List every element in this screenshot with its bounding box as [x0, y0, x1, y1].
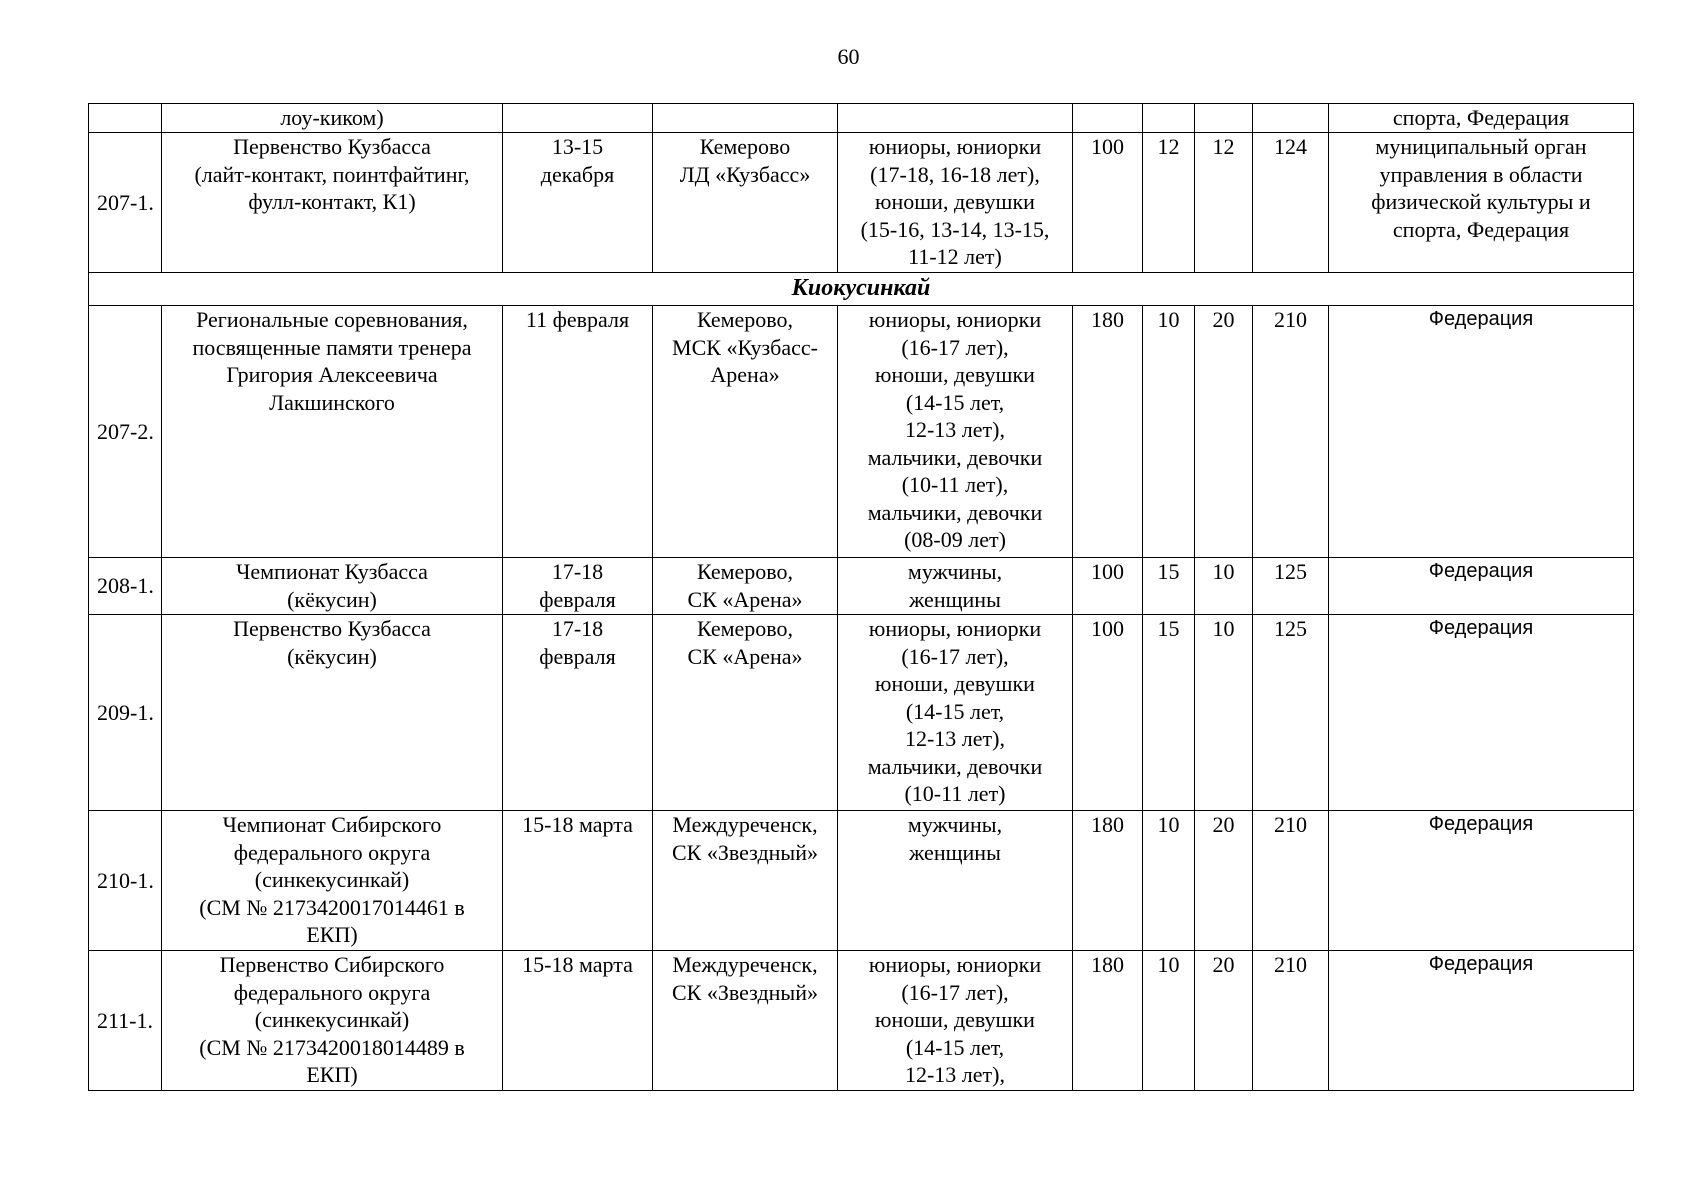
- event-dates-cell: 17-18 февраля: [503, 558, 653, 615]
- participants-cell: юниоры, юниорки (17-18, 16-18 лет), юноши, девушки (15-16, 13-14, 13-15, 11-12 лет): [838, 133, 1073, 273]
- event-place-cell: Междуреченск, СК «Звездный»: [653, 811, 838, 951]
- organizer-cell: Федерация: [1329, 306, 1634, 558]
- organizer-cell: муниципальный орган управления в области физической культуры и спорта, Федерация: [1329, 133, 1634, 273]
- event-dates-cell: 11 февраля: [503, 306, 653, 558]
- event-name-cell: Региональные соревнования, посвященные памяти тренера Григория Алексеевича Лакшинского: [162, 306, 503, 558]
- table-row: [89, 104, 1634, 133]
- count-cell-1: 100: [1073, 615, 1143, 811]
- row-number-cell: 207-1.: [89, 133, 162, 273]
- event-name-cell: Чемпионат Кузбасса (кёкусин): [162, 558, 503, 615]
- count-total-cell: 210: [1253, 811, 1329, 951]
- participants-cell: мужчины, женщины: [838, 811, 1073, 951]
- organizer-cell: Федерация: [1329, 951, 1634, 1091]
- organizer-cell: спорта, Федерация: [1329, 104, 1634, 133]
- section-title: Киокусинкай: [89, 273, 1634, 306]
- event-name-cell: Первенство Кузбасса (кёкусин): [162, 615, 503, 811]
- event-place-cell: [653, 104, 838, 133]
- section-header-row: [89, 273, 1634, 306]
- count-cell-2: 12: [1143, 133, 1195, 273]
- row-number-cell: 209-1.: [89, 615, 162, 811]
- table-row: [89, 951, 1634, 1091]
- count-cell-1: 180: [1073, 951, 1143, 1091]
- events-table-body: [89, 104, 1634, 1091]
- count-cell-3: 20: [1195, 306, 1253, 558]
- event-place-cell: Кемерово, СК «Арена»: [653, 558, 838, 615]
- count-cell-3: [1195, 104, 1253, 133]
- count-cell-3: 20: [1195, 951, 1253, 1091]
- count-total-cell: [1253, 104, 1329, 133]
- table-row: [89, 811, 1634, 951]
- organizer-cell: Федерация: [1329, 558, 1634, 615]
- count-total-cell: 124: [1253, 133, 1329, 273]
- event-dates-cell: 13-15 декабря: [503, 133, 653, 273]
- count-cell-3: 12: [1195, 133, 1253, 273]
- count-cell-2: 15: [1143, 615, 1195, 811]
- page-number: 60: [837, 44, 860, 69]
- count-cell-2: 10: [1143, 951, 1195, 1091]
- event-name-cell: Первенство Сибирского федерального округа (синкекусинкай) (СМ № 2173420018014489 в ЕКП): [162, 951, 503, 1091]
- table-row: [89, 615, 1634, 811]
- event-name-cell: Чемпионат Сибирского федерального округа (синкекусинкай) (СМ № 2173420017014461 в ЕКП): [162, 811, 503, 951]
- count-total-cell: 125: [1253, 615, 1329, 811]
- participants-cell: мужчины, женщины: [838, 558, 1073, 615]
- organizer-cell: Федерация: [1329, 811, 1634, 951]
- event-dates-cell: 17-18 февраля: [503, 615, 653, 811]
- table-row: [89, 306, 1634, 558]
- participants-cell: юниоры, юниорки (16-17 лет), юноши, девушки (14-15 лет, 12-13 лет),: [838, 951, 1073, 1091]
- participants-cell: [838, 104, 1073, 133]
- event-name-cell: лоу-киком): [162, 104, 503, 133]
- event-dates-cell: 15-18 марта: [503, 951, 653, 1091]
- count-cell-2: [1143, 104, 1195, 133]
- row-number-cell: 211-1.: [89, 951, 162, 1091]
- event-place-cell: Междуреченск, СК «Звездный»: [653, 951, 838, 1091]
- count-cell-1: 180: [1073, 811, 1143, 951]
- count-cell-3: 10: [1195, 558, 1253, 615]
- organizer-cell: Федерация: [1329, 615, 1634, 811]
- table-row: [89, 133, 1634, 273]
- count-cell-3: 20: [1195, 811, 1253, 951]
- count-cell-2: 15: [1143, 558, 1195, 615]
- count-cell-1: 100: [1073, 133, 1143, 273]
- row-number-cell: [89, 104, 162, 133]
- row-number-cell: 210-1.: [89, 811, 162, 951]
- event-dates-cell: 15-18 марта: [503, 811, 653, 951]
- event-dates-cell: [503, 104, 653, 133]
- events-table: [88, 103, 1634, 1091]
- event-name-cell: Первенство Кузбасса (лайт-контакт, поинтфайтинг, фулл-контакт, К1): [162, 133, 503, 273]
- event-place-cell: Кемерово, МСК «Кузбасс- Арена»: [653, 306, 838, 558]
- participants-cell: юниоры, юниорки (16-17 лет), юноши, девушки (14-15 лет, 12-13 лет), мальчики, девочки (10-11 лет): [838, 615, 1073, 811]
- row-number-cell: 208-1.: [89, 558, 162, 615]
- count-total-cell: 210: [1253, 306, 1329, 558]
- table-row: [89, 558, 1634, 615]
- row-number-cell: 207-2.: [89, 306, 162, 558]
- count-cell-3: 10: [1195, 615, 1253, 811]
- count-cell-1: 100: [1073, 558, 1143, 615]
- participants-cell: юниоры, юниорки (16-17 лет), юноши, девушки (14-15 лет, 12-13 лет), мальчики, девочки (10-11 лет), мальчики, девочки (08-09 лет): [838, 306, 1073, 558]
- count-cell-2: 10: [1143, 306, 1195, 558]
- event-place-cell: Кемерово ЛД «Кузбасс»: [653, 133, 838, 273]
- count-cell-1: 180: [1073, 306, 1143, 558]
- event-place-cell: Кемерово, СК «Арена»: [653, 615, 838, 811]
- count-cell-1: [1073, 104, 1143, 133]
- count-cell-2: 10: [1143, 811, 1195, 951]
- count-total-cell: 210: [1253, 951, 1329, 1091]
- count-total-cell: 125: [1253, 558, 1329, 615]
